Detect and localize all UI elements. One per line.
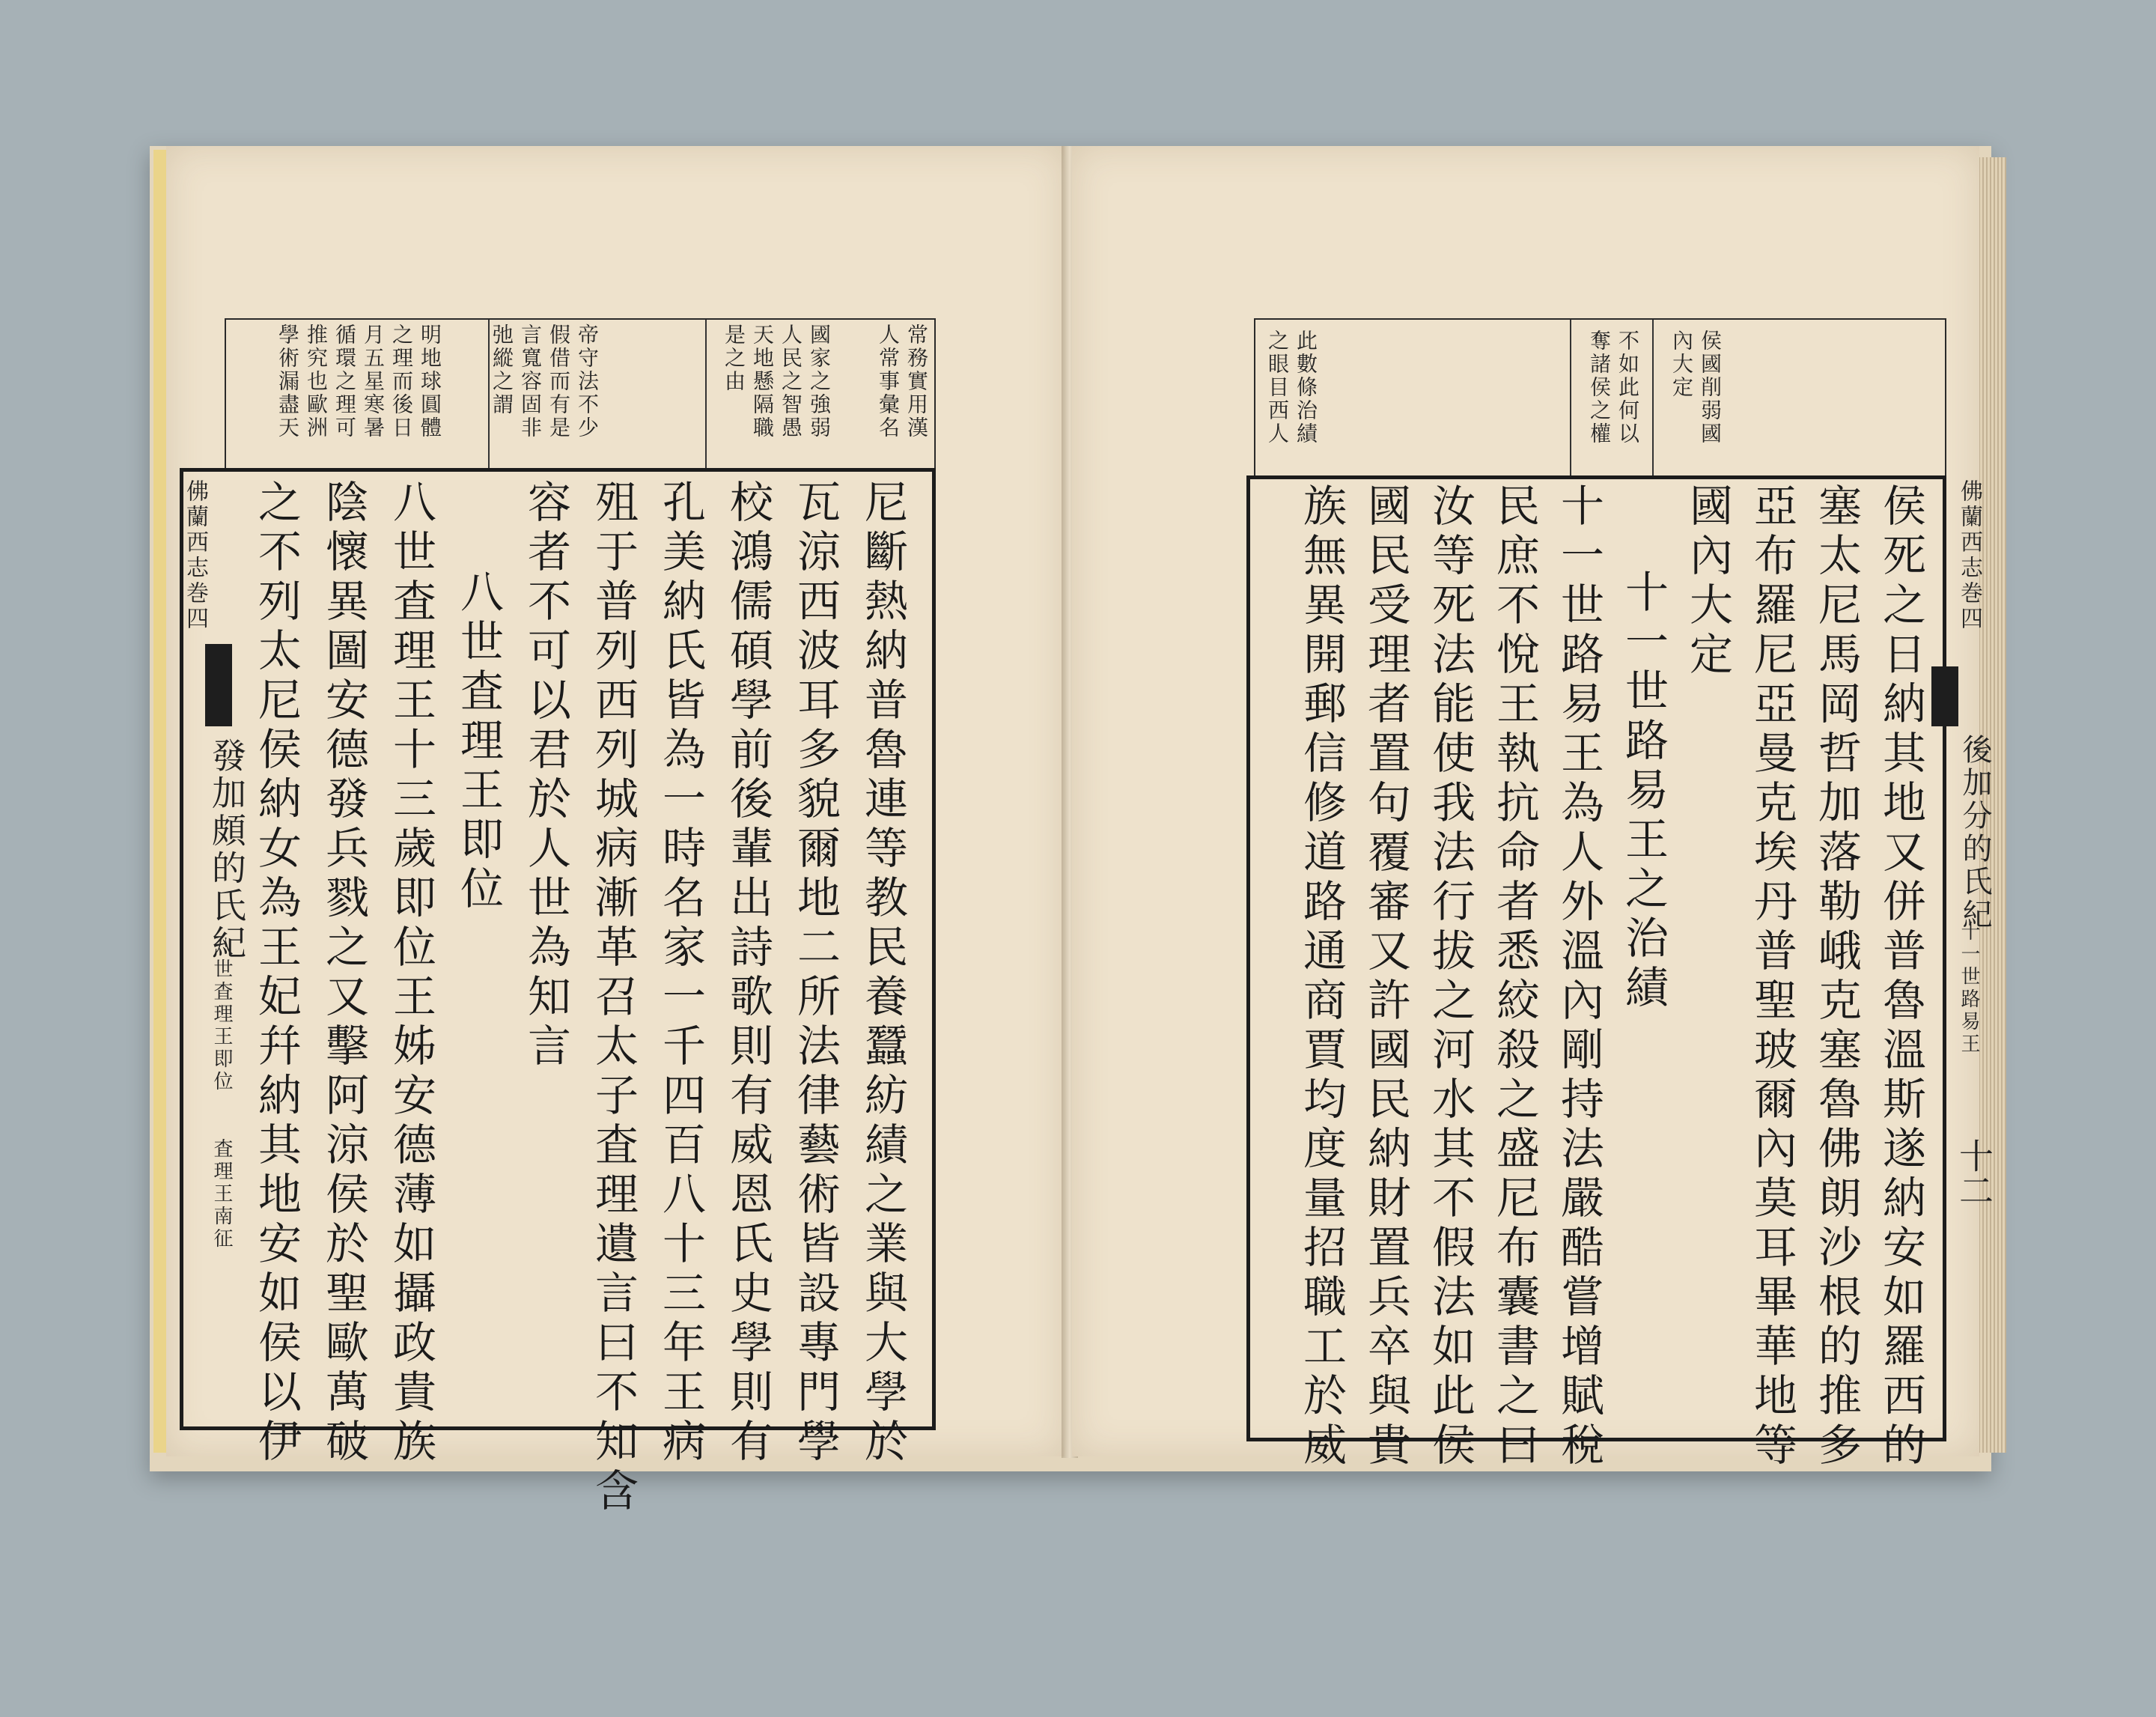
headnote-line: 弛縱之謂 <box>490 323 514 416</box>
text-column: 之不列太尼侯納女為王妃幷納其地安如侯以伊 <box>251 479 302 1468</box>
text-column: 國民受理者置句覆審又許國民納財置兵卒與貴 <box>1360 483 1411 1471</box>
margin-subtitle: 査理王南征 <box>210 1138 233 1250</box>
headnote-divider <box>705 320 707 470</box>
headnote-line: 循環之理可 <box>332 323 357 440</box>
headnote-line: 之眼目西人 <box>1265 329 1290 446</box>
headnote-line: 人民之智愚 <box>779 323 803 440</box>
headnote-divider <box>1570 320 1571 478</box>
text-column: 八世査理王十三歲即位王姊安德薄如攝政貴族 <box>386 479 436 1468</box>
margin-title: 佛蘭西志巻四 <box>1956 479 1982 632</box>
text-column: 國內大定 <box>1682 483 1733 681</box>
headnote-line: 天地懸隔職 <box>750 323 775 440</box>
text-column: 殂于普列西列城病漸革召太子査理遺言曰不知含 <box>588 479 639 1517</box>
text-column: 亞布羅尼亞曼克埃丹普聖玻爾內莫耳畢華地等 <box>1747 483 1797 1471</box>
headnote-line: 推究也歐洲 <box>304 323 329 440</box>
text-column: 十一世路易王為人外溫內剛持法嚴酷嘗增賦稅 <box>1553 483 1604 1471</box>
headnote-divider <box>1652 320 1654 478</box>
page-number: 十二 <box>1954 1138 1994 1207</box>
text-column: 校鴻儒碩學前後輩出詩歌則有威恩氏史學則有 <box>722 479 773 1468</box>
headnote-line: 不如此何以 <box>1616 329 1640 446</box>
headnote-line: 是之由 <box>722 323 746 393</box>
headnote-line: 明地球圓體 <box>418 323 442 440</box>
text-column: 塞太尼馬岡哲加落勒峨克塞魯佛朗沙根的推多 <box>1811 483 1862 1471</box>
headnote-line: 假借而有是 <box>546 323 571 440</box>
headnote-line: 侯國削弱國 <box>1698 329 1723 446</box>
section-heading: 八世査理王即位 <box>453 569 504 915</box>
text-column: 陰懷異圖安德發兵戮之又擊阿涼侯於聖歐萬破 <box>318 479 369 1468</box>
text-column: 侯死之日納其地又併普魯溫斯遂納安如羅西的 <box>1875 483 1926 1471</box>
margin-title: 佛蘭西志巻四 <box>182 479 208 632</box>
text-column: 瓦涼西波耳多貌爾地二所法律藝術皆設專門學 <box>790 479 841 1468</box>
headnote-line: 之理而後日 <box>389 323 414 440</box>
headnote-line: 帝守法不少 <box>575 323 600 440</box>
headnote-line: 學術漏盡天 <box>275 323 300 440</box>
margin-tab <box>1931 666 1958 726</box>
text-column: 容者不可以君於人世為知言 <box>520 479 571 1072</box>
section-heading: 十一世路易王之治績 <box>1618 569 1669 1014</box>
headnote-line: 常務實用漢 <box>904 323 929 440</box>
margin-section-title: 發加頗的氏紀 <box>207 738 247 962</box>
text-column: 汝等死法能使我法行拔之河水其不假法如此侯 <box>1425 483 1476 1471</box>
text-column: 孔美納氏皆為一時名家一千四百八十三年王病 <box>655 479 706 1468</box>
margin-subtitle: 八世査理王即位 <box>210 936 233 1093</box>
text-column: 民庶不悅王執抗命者悉絞殺之盛尼布囊書之曰 <box>1489 483 1540 1471</box>
headnote-line: 內大定 <box>1669 329 1694 399</box>
headnote-line: 月五星寒暑 <box>361 323 386 440</box>
headnote-line: 此數條治績 <box>1294 329 1318 446</box>
text-column: 尼斷熱納普魯連等教民養蠶紡績之業與大學於 <box>857 479 908 1468</box>
headnote-line: 奪諸侯之權 <box>1587 329 1612 446</box>
headnote-line: 國家之強弱 <box>807 323 832 440</box>
margin-tab <box>205 644 232 726</box>
text-column: 族無異開郵信修道路通商賈均度量招職工於威 <box>1296 483 1347 1471</box>
headnote-line: 人常事彙名 <box>876 323 901 440</box>
headnote-line: 言寬容固非 <box>518 323 543 440</box>
margin-section-title: 後加分的氏紀 <box>1958 734 1992 932</box>
margin-subtitle: 十一世路易王 <box>1958 921 1980 1056</box>
